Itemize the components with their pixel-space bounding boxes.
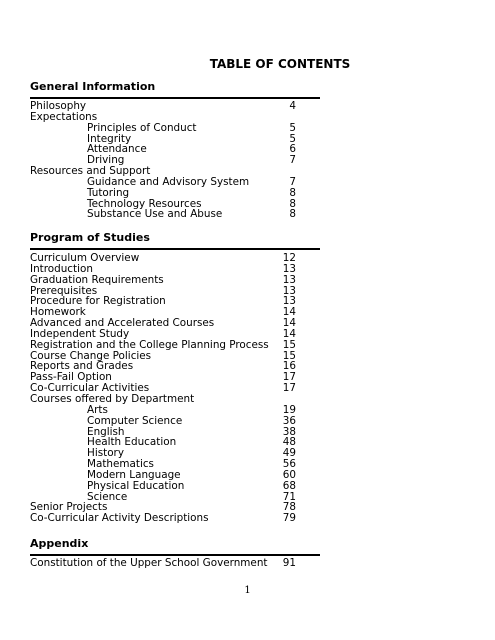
toc-entry-page: 8 [289,197,296,210]
toc-list-program-of-studies [30,253,296,524]
toc-entry-page: 14 [282,306,296,319]
toc-entry-title: Course Change Policies [30,349,152,362]
toc-entry [30,134,296,145]
toc-entry-title: Co-Curricular Activity Descriptions [30,512,209,525]
toc-entry-title: History [87,447,124,460]
toc-entry-page: 36 [282,414,296,427]
toc-entry-page: 8 [289,208,296,221]
toc-entry-page: 7 [289,175,296,188]
toc-entry-title: Advanced and Accelerated Courses [30,317,215,330]
toc-entry [30,123,296,134]
section-heading: Appendix [30,537,89,550]
toc-entry-page: 56 [282,458,296,471]
toc-entry-page: 15 [282,349,296,362]
toc-entry-page: 19 [282,403,296,416]
toc-entry [30,340,296,351]
toc-entry-page: 12 [282,252,296,264]
toc-list-general-information [30,101,296,220]
toc-entry-title: Health Education [87,436,177,449]
toc-entry-page: 60 [282,468,296,481]
section-heading: General Information [30,80,156,93]
toc-entry-title: Procedure for Registration [30,295,166,308]
toc-entry-title: Reports and Grades [30,360,134,373]
toc-entry-page: 16 [282,360,296,373]
toc-entry-page: 15 [282,338,296,351]
toc-entry-title: Prerequisites [30,284,98,297]
section-divider [30,97,320,99]
toc-entry-page: 13 [282,284,296,297]
section-heading: Program of Studies [30,231,150,244]
toc-entry-title: Resources and Support [30,165,151,178]
toc-entry-page: 13 [282,295,296,308]
toc-entry-page: 17 [282,371,296,384]
toc-entry-page: 5 [289,132,296,145]
toc-entry-page: 14 [282,317,296,330]
toc-entry-title: Attendance [87,143,147,156]
toc-entry-page: 68 [282,479,296,492]
toc-entry-title: Senior Projects [30,501,108,514]
toc-entry-title: Expectations [30,110,98,123]
toc-entry-page: 79 [282,512,296,525]
toc-entry [30,275,296,286]
toc-entry [30,437,296,448]
page-number: 1 [244,585,251,596]
toc-entry-title: English [87,425,125,438]
toc-entry-title: Constitution of the Upper School Government [30,557,268,569]
toc-entry-title: Guidance and Advisory System [87,175,250,188]
toc-entry-title: Substance Use and Abuse [87,208,223,221]
toc-entry-page: 78 [282,501,296,514]
toc-entry [30,209,296,220]
toc-entry-title: Philosophy [30,100,87,112]
toc-entry-page: 5 [289,121,296,134]
toc-entry [30,513,296,524]
toc-entry-title: Graduation Requirements [30,273,164,286]
toc-entry-title: Independent Study [30,327,130,340]
toc-entry-title: Registration and the College Planning Process [30,338,269,351]
section-divider [30,248,320,250]
toc-entry-page: 14 [282,327,296,340]
toc-entry-page: 17 [282,382,296,395]
toc-entry [30,558,296,569]
toc-entry-page: 8 [289,186,296,199]
toc-entry-page: 48 [282,436,296,449]
toc-entry-title: Co-Curricular Activities [30,382,150,395]
toc-entry [30,188,296,199]
toc-entry-page: 71 [282,490,296,503]
toc-entry [30,144,296,155]
page-title: TABLE OF CONTENTS [209,57,351,71]
toc-entry-title: Science [87,490,128,503]
toc-entry-title: Computer Science [87,414,183,427]
toc-entry-page: 7 [289,154,296,167]
toc-entry-page: 6 [289,143,296,156]
toc-entry-title: Driving [87,154,125,167]
section-header-general-information [30,80,320,99]
toc-entry [30,416,296,427]
toc-entry-page: 13 [282,273,296,286]
toc-entry-page: 49 [282,447,296,460]
toc-entry-title: Principles of Conduct [87,121,197,134]
toc-entry-title: Arts [87,403,108,416]
section-divider [30,554,320,556]
toc-entry-title: Tutoring [87,186,130,199]
toc-entry [30,394,296,405]
toc-entry-title: Mathematics [87,458,154,471]
toc-entry-title: Curriculum Overview [30,252,140,264]
toc-entry-page: 38 [282,425,296,438]
toc-entry-title: Introduction [30,262,93,275]
section-header-program-of-studies [30,231,320,250]
toc-entry [30,448,296,459]
toc-entry-title: Physical Education [87,479,185,492]
toc-entry [30,481,296,492]
toc-entry-title: Courses offered by Department [30,392,195,405]
toc-entry [30,177,296,188]
section-header-appendix [30,537,320,556]
toc-entry-title: Integrity [87,132,132,145]
toc-entry-title: Technology Resources [87,197,202,210]
toc-entry-page: 91 [282,557,296,569]
toc-entry-title: Pass-Fail Option [30,371,112,384]
toc-entry-page: 13 [282,262,296,275]
toc-list-appendix [30,558,296,569]
toc-entry-title: Homework [30,306,86,319]
toc-entry-title: Modern Language [87,468,181,481]
toc-entry-page: 4 [289,100,296,112]
